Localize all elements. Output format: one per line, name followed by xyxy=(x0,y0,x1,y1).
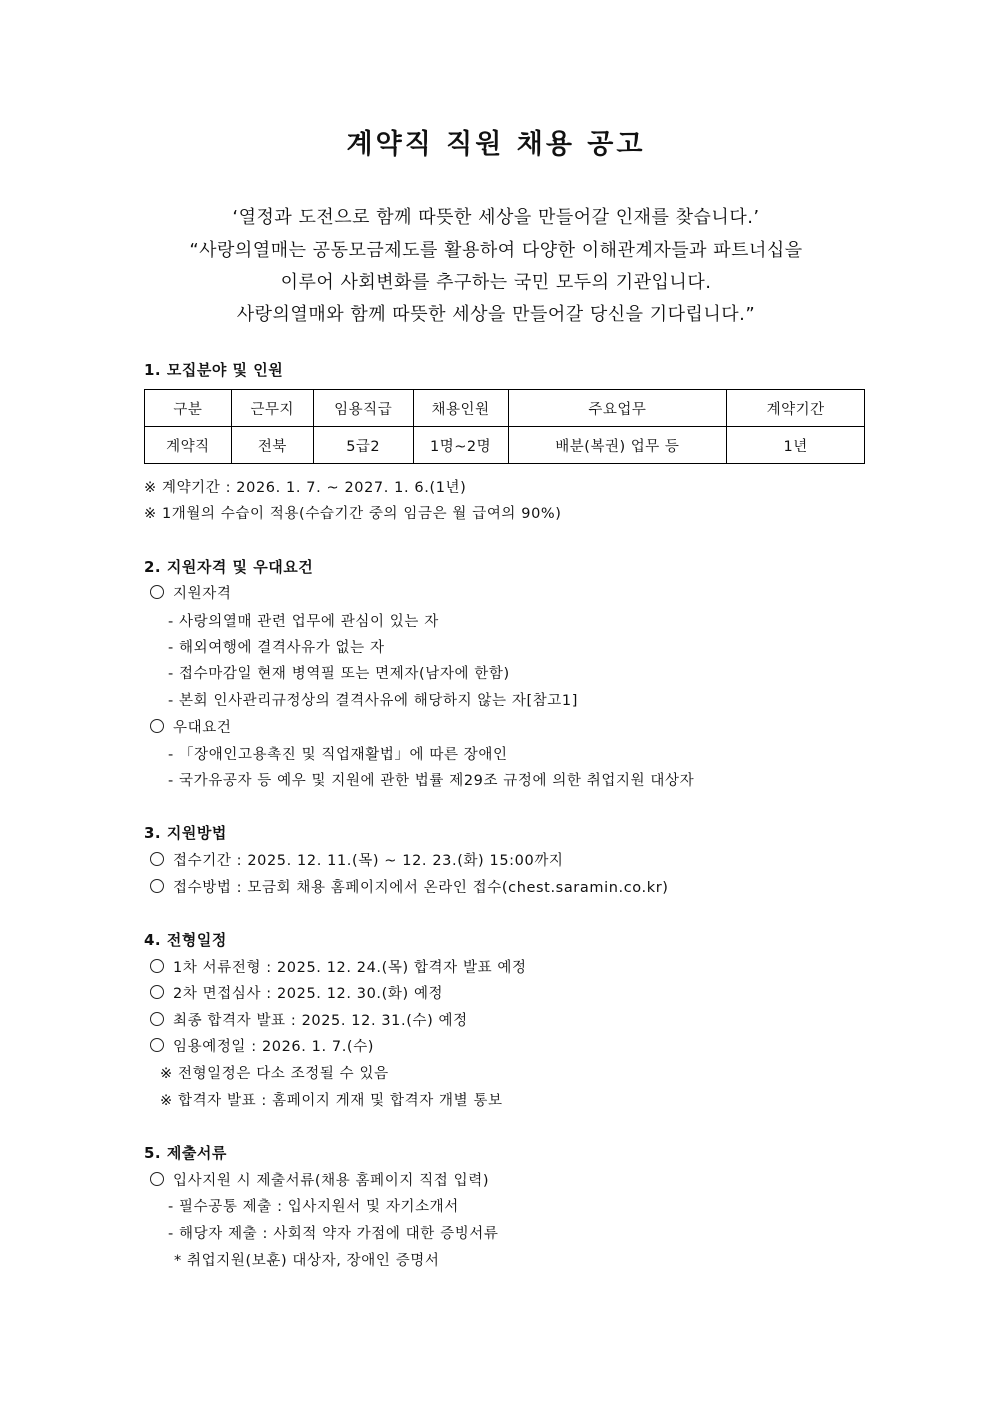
circle-bullet-icon xyxy=(150,585,164,599)
section-heading-1: 1. 모집분야 및 인원 xyxy=(144,361,284,379)
section-heading-3: 3. 지원방법 xyxy=(144,824,227,842)
list-item: - 접수마감일 현재 병역필 또는 면제자(남자에 한함) xyxy=(168,666,510,682)
list-item xyxy=(150,956,527,977)
list-item: - 「장애인고용촉진 및 직업재활법」에 따른 장애인 xyxy=(168,747,508,763)
item-text: 입사지원 시 제출서류(채용 홈페이지 직접 입력) xyxy=(173,1173,490,1189)
table-header-cell: 근무지 xyxy=(231,390,313,427)
circle-bullet-icon xyxy=(150,1172,164,1186)
table-header-row xyxy=(145,390,865,427)
table-cell: 5급2 xyxy=(313,427,413,464)
table-cell: 배분(복권) 업무 등 xyxy=(508,427,727,464)
table-header-cell: 임용직급 xyxy=(313,390,413,427)
footnote: * 취업지원(보훈) 대상자, 장애인 증명서 xyxy=(174,1253,440,1269)
qualification-title xyxy=(150,582,231,603)
circle-bullet-icon xyxy=(150,852,164,866)
note: ※ 1개월의 수습이 적용(수습기간 중의 임금은 월 급여의 90%) xyxy=(144,506,562,522)
table-cell: 전북 xyxy=(231,427,313,464)
note: ※ 전형일정은 다소 조정될 수 있음 xyxy=(160,1066,389,1082)
circle-bullet-icon xyxy=(150,719,164,733)
preference-label: 우대요건 xyxy=(173,720,232,736)
table-header-cell: 주요업무 xyxy=(508,390,727,427)
recruitment-table xyxy=(144,389,865,464)
list-item: - 사랑의열매 관련 업무에 관심이 있는 자 xyxy=(168,614,439,630)
item-text: 2차 면접심사 : 2025. 12. 30.(화) 예정 xyxy=(173,986,444,1002)
circle-bullet-icon xyxy=(150,1038,164,1052)
table-cell: 1명~2명 xyxy=(413,427,508,464)
section-heading-5: 5. 제출서류 xyxy=(144,1144,227,1162)
note: ※ 계약기간 : 2026. 1. 7. ~ 2027. 1. 6.(1년) xyxy=(144,480,467,496)
section-heading-4: 4. 전형일정 xyxy=(144,931,227,949)
qualification-label: 지원자격 xyxy=(173,586,232,602)
circle-bullet-icon xyxy=(150,879,164,893)
table-header-cell: 계약기간 xyxy=(727,390,865,427)
list-item xyxy=(150,1169,489,1190)
circle-bullet-icon xyxy=(150,1012,164,1026)
list-item xyxy=(150,1035,374,1056)
item-text: 임용예정일 : 2026. 1. 7.(수) xyxy=(173,1039,375,1055)
table-cell: 계약직 xyxy=(145,427,232,464)
list-item: - 본회 인사관리규정상의 결격사유에 해당하지 않는 자[참고1] xyxy=(168,693,578,709)
note: ※ 합격자 발표 : 홈페이지 게재 및 합격자 개별 통보 xyxy=(160,1093,503,1109)
list-item: - 해외여행에 결격사유가 없는 자 xyxy=(168,640,385,656)
list-item xyxy=(150,1009,468,1030)
circle-bullet-icon xyxy=(150,985,164,999)
list-item xyxy=(150,849,564,870)
list-item: - 국가유공자 등 예우 및 지원에 관한 법률 제29조 규정에 의한 취업지원 대상자 xyxy=(168,773,695,789)
list-item: - 해당자 제출 : 사회적 약자 가점에 대한 증빙서류 xyxy=(168,1226,499,1242)
item-text: 최종 합격자 발표 : 2025. 12. 31.(수) 예정 xyxy=(173,1013,468,1029)
list-item xyxy=(150,876,669,897)
table-header-cell: 구분 xyxy=(145,390,232,427)
document-title: 계약직 직원 채용 공고 xyxy=(346,129,646,160)
list-item xyxy=(150,982,443,1003)
intro-line: ‘열정과 도전으로 함께 따뜻한 세상을 만들어갈 인재를 찾습니다.’ xyxy=(232,207,760,228)
table-header-cell: 채용인원 xyxy=(413,390,508,427)
intro-line: 이루어 사회변화를 추구하는 국민 모두의 기관입니다. xyxy=(280,272,712,293)
circle-bullet-icon xyxy=(150,959,164,973)
section-heading-2: 2. 지원자격 및 우대요건 xyxy=(144,558,314,576)
table-row xyxy=(145,427,865,464)
intro-line: 사랑의열매와 함께 따뜻한 세상을 만들어갈 당신을 기다립니다.” xyxy=(236,304,756,325)
item-text: 접수기간 : 2025. 12. 11.(목) ~ 12. 23.(화) 15:00까지 xyxy=(173,853,564,869)
intro-line: “사랑의열매는 공동모금제도를 활용하여 다양한 이해관계자들과 파트너십을 xyxy=(189,240,803,261)
item-text: 접수방법 : 모금회 채용 홈페이지에서 온라인 접수(chest.saramin.co.kr) xyxy=(173,880,669,896)
table-cell: 1년 xyxy=(727,427,865,464)
preference-title xyxy=(150,716,231,737)
list-item: - 필수공통 제출 : 입사지원서 및 자기소개서 xyxy=(168,1199,459,1215)
item-text: 1차 서류전형 : 2025. 12. 24.(목) 합격자 발표 예정 xyxy=(173,960,527,976)
